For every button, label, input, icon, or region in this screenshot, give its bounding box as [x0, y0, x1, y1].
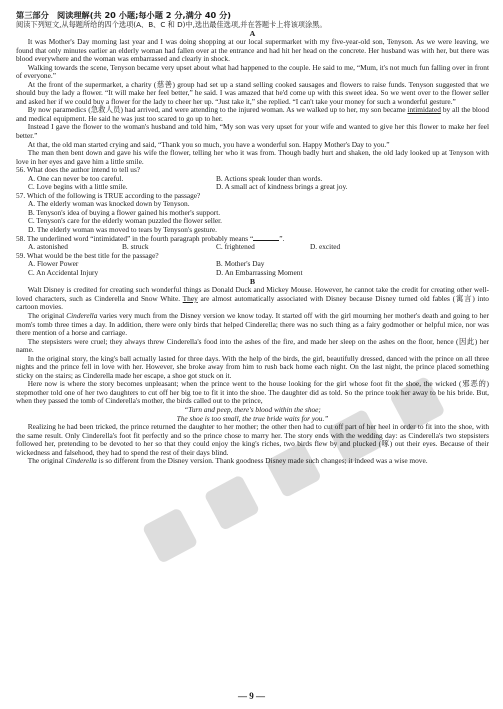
title-italic: Cinderella: [66, 310, 98, 320]
answer-blank: [253, 240, 279, 241]
passage-b-paragraph-2: [16, 312, 489, 338]
option: D. An Embarrassing Moment: [216, 267, 303, 277]
underlined-word: They: [182, 293, 198, 303]
option: C. Tenyson's care for the elderly woman puzzled the flower seller.: [28, 216, 222, 226]
option: C. An Accidental Injury: [28, 267, 99, 277]
passage-a-label: A: [249, 29, 256, 38]
passage-b-paragraph-7: [16, 457, 489, 466]
passage-b-label: B: [249, 277, 256, 287]
poem-line-2: The shoe is too small, the true bride waits for you.”: [176, 413, 329, 423]
passage-a-p4-text-end: by all the blood and medical equipment. He said he was just too scared to go up to her.: [16, 105, 489, 123]
option: D. The elderly woman was moved to tears by Tenyson's gesture.: [28, 225, 217, 235]
title-italic: Cinderella: [65, 456, 97, 466]
option: C. frightened: [216, 242, 255, 252]
passage-b-p1-text-end: are almost automatically associated with Disney because Disney turned old fables (寓言) into cartoon movies.: [16, 293, 489, 312]
passage-a-paragraph-4: [16, 106, 489, 123]
option: B. struck: [122, 242, 149, 252]
section-instructions: 阅读下列短文,从每题所给的四个选项(A、B、C 和 D)中,选出最佳选项,并在答题卡上将该项涂黑。: [16, 20, 327, 29]
passage-a-paragraph-6: At that, the old man started crying and said, “Thank you so much, you have a wonderful son. Happy Mother's Day to you.”: [27, 139, 390, 149]
poem-line-1: “Turn and peep, there's blood within the shoe;: [184, 404, 321, 414]
passage-b-paragraph-4: In the original story, the king's ball actually lasted for three days. With the help of the birds, the girl, beautifully dressed, danced with the prince on all three nights and the prince fell in love with her. However, she broke away from him to rush back home each night. On the last night, the prince placed something sticky on the stairs; as Cinderella made her escape, a shoe got stuck on it.: [16, 353, 489, 380]
option: B. Actions speak louder than words.: [216, 173, 323, 183]
option: B. Tenyson's idea of buying a flower gained his mother's support.: [28, 207, 221, 217]
passage-a-paragraph-2: Walking towards the scene, Tenyson became very upset about what had happened to the couple. He said to me, “Mum, it's not much fun falling over in front of everyone.”: [16, 62, 489, 81]
question-59-stem: 59. What would be the best title for the passage?: [16, 250, 159, 260]
option: D. A small act of kindness brings a great joy.: [216, 182, 348, 192]
question-56-stem: 56. What does the author intend to tell us?: [16, 165, 141, 175]
question-58-text-end: ”.: [279, 233, 285, 243]
passage-a-p4-text: By now paramedics (急救人员) had arrived, and were attending to the injured woman. As we walked up to her, my son became: [27, 105, 408, 115]
question-56-options: [16, 175, 489, 192]
passage-b-paragraph-6: Realizing he had been tricked, the prince returned the daughter to her mother; the other then had to cut off part of her heel in order to fit into the shoe, with the same result. Only Cinderella's foot fit perfectly and so the prince chose to marry her. The story ends with the wedding day: as Cinderella's two stepsisters followed her, pretending to be devoted to her so that they could enjoy the king's riches, two birds flew by and plucked (啄) out their eyes. Because of their wickedness and falsehood, they had to spend the rest of their days blind.: [16, 422, 489, 457]
passage-a-paragraph-1: It was Mother's Day morning last year and I was doing shopping at our local supermarket with my five-year-old son, Tenyson. As we were leaving, we found that only minutes earlier an elderly woman had fallen over at the entrance and had hit her head on the concrete. Her husband was with her, but there was blood everywhere and the woman was embarrassed and clearly in shock.: [16, 37, 489, 64]
question-59-options: [16, 260, 489, 277]
passage-b-p2-text: The original: [27, 310, 67, 320]
question-58-text: 58. The underlined word “intimidated” in the fourth paragraph probably means “: [16, 233, 254, 243]
section-header: 第三部分 阅读理解(共 20 小题;每小题 2 分,满分 40 分): [16, 10, 232, 20]
passage-b-p1-text: Walt Disney is credited for creating such wonderful things as Donald Duck and Mickey Mouse. However, he cannot take the credit for creating other well-loved characters, such as Cinderella and Snow White.: [16, 285, 489, 303]
passage-a-paragraph-7: The man then bent down and gave his wife the flower, telling her who it was from. Though badly hurt and shaken, the old lady looked up at Tenyson with love in her eyes and gave him a little smile.: [16, 148, 489, 166]
passage-b-paragraph-1: [16, 286, 489, 312]
option: A. astonished: [28, 242, 68, 252]
passage-b-p7-text-end: is so different from the Disney version. Thank goodness Disney made such changes; it indeed was a wise move.: [96, 456, 428, 466]
question-57-options: [16, 200, 489, 234]
question-57-stem: 57. Which of the following is TRUE according to the passage?: [16, 190, 201, 200]
option: B. Mother's Day: [216, 259, 265, 269]
option: D. excited: [310, 242, 341, 252]
underlined-word: intimidated: [407, 105, 441, 115]
page-number: — 9 —: [238, 691, 265, 701]
passage-b-p7-text: The original: [27, 456, 66, 466]
option: A. Flower Power: [28, 259, 79, 269]
option: A. One can never be too careful.: [28, 173, 124, 183]
passage-b-paragraph-5: Here now is where the story becomes unpleasant; when the prince went to the house looking for the girl whose foot fit the shoe, the wicked (邪恶的) stepmother told one of her two daughters to cut off her big toe to fit it into the shoe. The daughter did as told. So the prince took her away to be his bride. But, when they passed the tomb of Cinderella's mother, the birds called out to the prince,: [16, 379, 489, 406]
option: C. Love begins with a little smile.: [28, 182, 128, 192]
passage-b-p2-text-end: varies very much from the Disney version we know today. It started off with the girl mourning her mother's death and going to her mom's tomb three times a day. In addition, there were only birds that helped Cinderella; there was no such thing as a fairy godmother or helpful mice, nor was there mention of a horse and carriage.: [16, 310, 489, 338]
passage-a-paragraph-3: At the front of the supermarket, a charity (慈善) group had set up a stand selling cooked sausages and flowers to raise funds. Tenyson suggested that we should buy the lady a flower. “It will make her feel better,” he said. I was amazed that he'd come up with this sweet idea. So we went over to the flower seller and asked her if we could buy a flower for the lady to cheer her up. “Just take it,” she replied. “I can't take your money for such a wonderful gesture.”: [16, 79, 489, 106]
option: A. The elderly woman was knocked down by Tenyson.: [28, 199, 190, 209]
passage-a-paragraph-5: Instead I gave the flower to the woman's husband and told him, “My son was very upset for your wife and wanted to give her this flower to make her feel better.”: [16, 122, 489, 141]
passage-b-paragraph-3: The stepsisters were cruel; they always threw Cinderella's food into the ashes of the fire, and made her sleep on the ashes on the floor, hence (因此) her name.: [16, 336, 489, 355]
